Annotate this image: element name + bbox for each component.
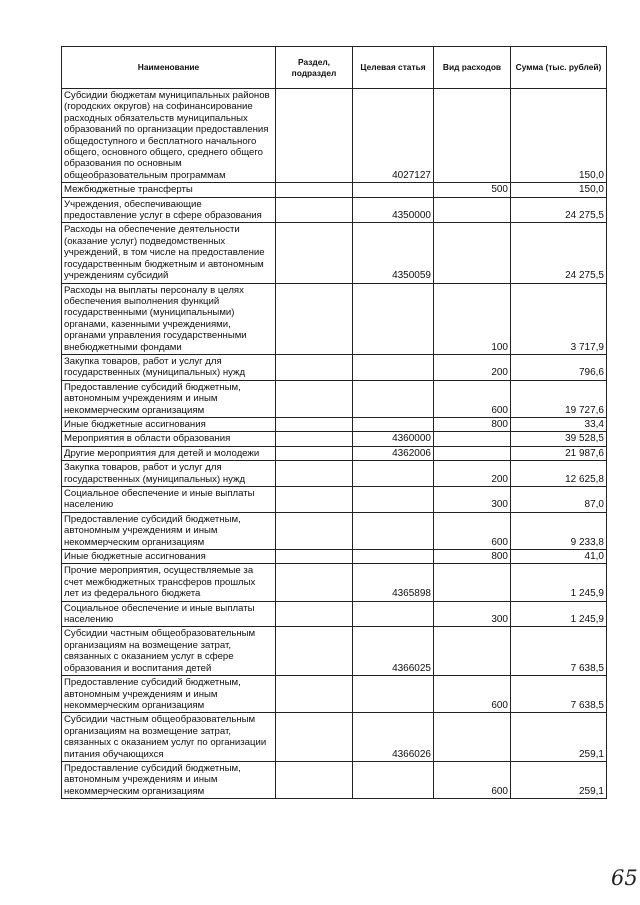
- header-name: Наименование: [62, 47, 276, 89]
- row-target: [353, 550, 434, 564]
- row-type: [434, 197, 511, 223]
- header-section: Раздел, подраздел: [276, 47, 353, 89]
- table-row: [62, 461, 607, 487]
- row-name: Предоставление субсидий бюджетным, автономным учреждениям и иным некоммерческим организациям: [62, 380, 276, 417]
- row-target: [353, 461, 434, 487]
- row-target: [353, 417, 434, 431]
- row-target: [353, 512, 434, 549]
- row-name: Предоставление субсидий бюджетным, автономным учреждениям и иным некоммерческим организациям: [62, 676, 276, 713]
- row-name: Социальное обеспечение и иные выплаты населению: [62, 487, 276, 513]
- row-name: Иные бюджетные ассигнования: [62, 550, 276, 564]
- row-section: [276, 354, 353, 380]
- row-section: [276, 283, 353, 354]
- table-row: [62, 417, 607, 431]
- table-row: [62, 223, 607, 283]
- row-target: [353, 761, 434, 798]
- table-row: [62, 183, 607, 197]
- table-row: [62, 197, 607, 223]
- row-section: [276, 512, 353, 549]
- row-section: [276, 487, 353, 513]
- budget-table: [61, 46, 607, 799]
- header-target: Целевая статья: [353, 47, 434, 89]
- row-section: [276, 446, 353, 460]
- row-name: Иные бюджетные ассигнования: [62, 417, 276, 431]
- row-section: [276, 761, 353, 798]
- header-sum: Сумма (тыс. рублей): [511, 47, 607, 89]
- row-sum: 21 987,6: [511, 446, 607, 460]
- row-type: [434, 713, 511, 762]
- table-body: [62, 89, 607, 799]
- row-sum: 150,0: [511, 183, 607, 197]
- row-sum: 24 275,5: [511, 197, 607, 223]
- row-name: Другие мероприятия для детей и молодежи: [62, 446, 276, 460]
- header-type: Вид расходов: [434, 47, 511, 89]
- row-sum: 1 245,9: [511, 601, 607, 627]
- row-type: 100: [434, 283, 511, 354]
- table-row: [62, 283, 607, 354]
- row-section: [276, 564, 353, 601]
- row-sum: 3 717,9: [511, 283, 607, 354]
- table-row: [62, 601, 607, 627]
- row-type: [434, 446, 511, 460]
- row-name: Предоставление субсидий бюджетным, автономным учреждениям и иным некоммерческим организациям: [62, 512, 276, 549]
- row-sum: 19 727,6: [511, 380, 607, 417]
- table-row: [62, 564, 607, 601]
- row-target: 4366026: [353, 713, 434, 762]
- row-target: 4360000: [353, 432, 434, 446]
- row-sum: 796,6: [511, 354, 607, 380]
- row-section: [276, 197, 353, 223]
- row-target: 4350000: [353, 197, 434, 223]
- row-sum: 33,4: [511, 417, 607, 431]
- row-section: [276, 223, 353, 283]
- row-section: [276, 713, 353, 762]
- row-section: [276, 461, 353, 487]
- table-row: [62, 627, 607, 676]
- row-section: [276, 89, 353, 183]
- row-type: 300: [434, 601, 511, 627]
- row-section: [276, 601, 353, 627]
- table-row: [62, 380, 607, 417]
- table-row: [62, 354, 607, 380]
- table-row: [62, 550, 607, 564]
- row-type: 600: [434, 512, 511, 549]
- row-name: Субсидии бюджетам муниципальных районов (городских округов) на софинансирование расходных обязательств муниципальных образований по организации предоставления общедоступного и бесплатного начального общего, основного общего, среднего общего образования по основным общеобразовательным программам: [62, 89, 276, 183]
- row-target: 4366025: [353, 627, 434, 676]
- row-type: 800: [434, 417, 511, 431]
- row-type: [434, 564, 511, 601]
- row-name: Закупка товаров, работ и услуг для государственных (муниципальных) нужд: [62, 461, 276, 487]
- row-type: [434, 432, 511, 446]
- row-type: 200: [434, 354, 511, 380]
- row-type: 600: [434, 676, 511, 713]
- table-row: [62, 89, 607, 183]
- row-target: 4365898: [353, 564, 434, 601]
- row-section: [276, 417, 353, 431]
- row-sum: 259,1: [511, 713, 607, 762]
- row-type: [434, 627, 511, 676]
- table-row: [62, 512, 607, 549]
- table-row: [62, 446, 607, 460]
- row-sum: 259,1: [511, 761, 607, 798]
- row-name: Межбюджетные трансферты: [62, 183, 276, 197]
- row-name: Расходы на выплаты персоналу в целях обеспечения выполнения функций государственными (муниципальными) органами, казенными учреждениями, органами управления государственными внебюджетными фондами: [62, 283, 276, 354]
- row-type: 600: [434, 380, 511, 417]
- row-name: Субсидии частным общеобразовательным организациям на возмещение затрат, связанных с оказанием услуг в сфере образования и воспитания детей: [62, 627, 276, 676]
- row-sum: 7 638,5: [511, 627, 607, 676]
- row-target: [353, 676, 434, 713]
- row-sum: 39 528,5: [511, 432, 607, 446]
- row-section: [276, 676, 353, 713]
- row-name: Закупка товаров, работ и услуг для государственных (муниципальных) нужд: [62, 354, 276, 380]
- row-name: Предоставление субсидий бюджетным, автономным учреждениям и иным некоммерческим организациям: [62, 761, 276, 798]
- row-type: [434, 223, 511, 283]
- row-target: [353, 183, 434, 197]
- row-name: Расходы на обеспечение деятельности (оказание услуг) подведомственных учреждений, в том числе на предоставление государственным бюджетным и автономным учреждениям субсидий: [62, 223, 276, 283]
- row-type: 600: [434, 761, 511, 798]
- row-target: [353, 283, 434, 354]
- row-sum: 24 275,5: [511, 223, 607, 283]
- row-target: [353, 380, 434, 417]
- row-name: Учреждения, обеспечивающие предоставление услуг в сфере образования: [62, 197, 276, 223]
- row-sum: 41,0: [511, 550, 607, 564]
- row-type: 300: [434, 487, 511, 513]
- row-target: [353, 487, 434, 513]
- row-name: Субсидии частным общеобразовательным организациям на возмещение затрат, связанных с оказанием услуг по организации питания обучающихся: [62, 713, 276, 762]
- table-row: [62, 676, 607, 713]
- row-target: 4362006: [353, 446, 434, 460]
- row-section: [276, 183, 353, 197]
- row-section: [276, 432, 353, 446]
- row-type: 500: [434, 183, 511, 197]
- table-row: [62, 432, 607, 446]
- table-header-row: [62, 47, 607, 89]
- row-target: [353, 601, 434, 627]
- table-row: [62, 487, 607, 513]
- table-row: [62, 761, 607, 798]
- page-number: 65: [611, 866, 638, 890]
- row-target: 4350059: [353, 223, 434, 283]
- row-section: [276, 380, 353, 417]
- row-sum: 150,0: [511, 89, 607, 183]
- row-type: 800: [434, 550, 511, 564]
- row-sum: 87,0: [511, 487, 607, 513]
- row-sum: 7 638,5: [511, 676, 607, 713]
- row-sum: 9 233,8: [511, 512, 607, 549]
- row-sum: 12 625,8: [511, 461, 607, 487]
- row-name: Мероприятия в области образования: [62, 432, 276, 446]
- row-type: [434, 89, 511, 183]
- row-type: 200: [434, 461, 511, 487]
- row-target: [353, 354, 434, 380]
- row-sum: 1 245,9: [511, 564, 607, 601]
- row-name: Социальное обеспечение и иные выплаты населению: [62, 601, 276, 627]
- row-section: [276, 627, 353, 676]
- row-target: 4027127: [353, 89, 434, 183]
- row-name: Прочие мероприятия, осуществляемые за счет межбюджетных трансферов прошлых лет из федерального бюджета: [62, 564, 276, 601]
- table-row: [62, 713, 607, 762]
- row-section: [276, 550, 353, 564]
